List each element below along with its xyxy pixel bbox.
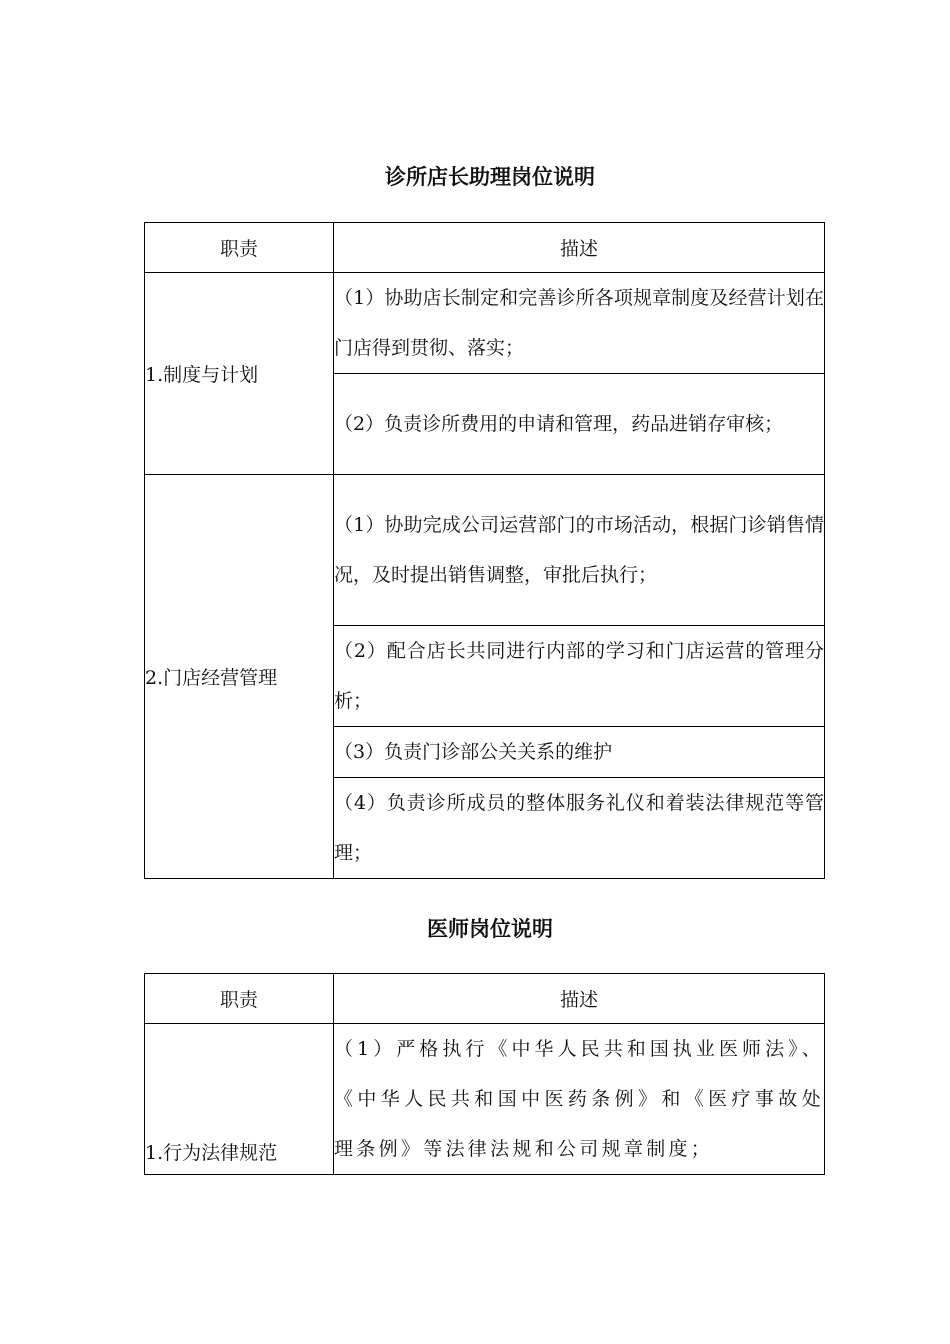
description-cell: （3）负责门诊部公关关系的维护 [334, 727, 825, 778]
table-header-row [145, 223, 825, 273]
table-row [145, 475, 825, 626]
duty-cell: 2.门店经营管理 [145, 475, 334, 879]
header-description: 描述 [334, 974, 825, 1024]
header-duty: 职责 [145, 223, 334, 273]
section-title-store-assistant: 诊所店长助理岗位说明 [385, 165, 595, 189]
duty-cell: 1.行为法律规范 [145, 1024, 334, 1175]
store-assistant-duty-table [144, 222, 825, 879]
description-cell: （1）协助店长制定和完善诊所各项规章制度及经营计划在门店得到贯彻、落实； [334, 273, 825, 374]
physician-duty-table [144, 973, 825, 1175]
description-cell: （4）负责诊所成员的整体服务礼仪和着装法律规范等管理； [334, 778, 825, 879]
duty-cell: 1.制度与计划 [145, 273, 334, 475]
table-header-row [145, 974, 825, 1024]
description-cell: （1）严格执行《中华人民共和国执业医师法》、《中华人民共和国中医药条例》和《医疗事故处理条例》等法律法规和公司规章制度； [334, 1024, 825, 1175]
description-cell: （2）配合店长共同进行内部的学习和门店运营的管理分析； [334, 626, 825, 727]
description-cell: （2）负责诊所费用的申请和管理，药品进销存审核； [334, 374, 825, 475]
table-row [145, 273, 825, 374]
section-title-physician: 医师岗位说明 [427, 917, 553, 941]
description-cell: （1）协助完成公司运营部门的市场活动，根据门诊销售情况，及时提出销售调整，审批后执行； [334, 475, 825, 626]
header-description: 描述 [334, 223, 825, 273]
header-duty: 职责 [145, 974, 334, 1024]
table-row [145, 1024, 825, 1175]
